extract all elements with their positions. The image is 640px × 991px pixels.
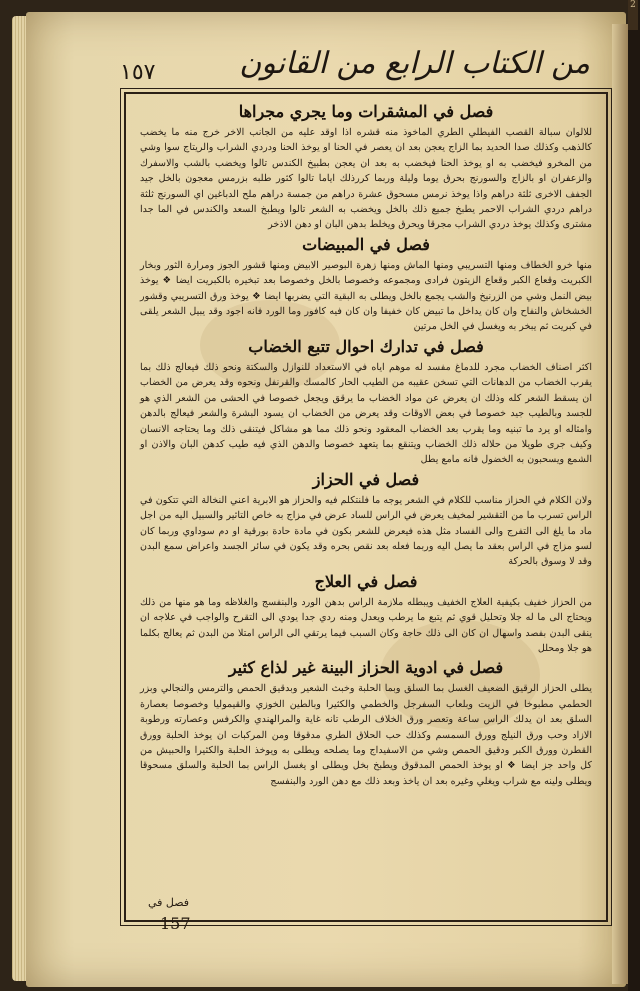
section-remedies: [136, 658, 596, 789]
section-body: من الحزاز خفيف بكيفية العلاج الخفيف ويبطله ملازمة الراس بدهن الورد والبنفسج والغلاظه وما هو منها من ذلك ويحتاج الى ما له جلا وتحليل قوي ثم يتبع ما يرطب ويعدل ومنه ردي جدا يودي الى التقرح والواجب في علاجه ان ينقى البدن بفصد واسهال ان كان الى ذلك حاجة وكان السبب فيما يرتقي الى الراس امتلا من البدن ثم يعالج بكلما هو جلا ومحلل: [140, 596, 592, 654]
section-body: اكثر اصناف الخضاب مجرد للدماغ مفسد له موهم اياه في الاستعداد للنوازل والسكتة ونحو ذلك فيعالج ذلك بما يقرب الخضاب من الدهانات التي تسخن عقيبه من الطيب الحار كالمسك والقرنفل ونحوه وقد يعرض من الخضاب ان يسقط الشعر كله وذلك ان يعرض عن مواد الخضاب ما يرقق ويجعل خصوصا في الحشى من الشعر الذي هو للجسد وبالطيب جيد خصوصا في بعض الاوقات وقد يعرض من الخضاب ان يسود البشرة والشعر فيعالج بالدهن وامثاله او يرد ما تبنيه وما يقرب بعد الخضاب المعقود ونحو ذلك مما هو مشاكل فيتنقى ذلك وما يحتاجه الانسان وكيف جرى طويلا من حلاله ذلك الخضاب ويتنقع بما يتعهد خصوصا والدهن الذي فيه طيب كدهن البان والاذن او الشمع ويسحبون به الخضول فانه مامع يطل: [140, 361, 592, 466]
section-title: فصل في الحزاز: [312, 469, 420, 489]
section-body: للالوان سبالة القصب الفيطلي الطري الماخوذ منه قشره اذا اوقد عليه من الجانب الاخر خرج منه ما يخضب كالذهب وكذلك صدا الحديد بما الزاج يعجن بعد ان يعصر في الحنا او يوخذ الحنا ودردي الشراب والريتاج سوا وشي من المخرو فيخضب به او يوخذ الحنا فيخضب به بعد ان يعجن بطبيخ الكندس تالوا ويخضب بالشب والاسفرك والزعفران او بالزاج والسورنج بحرق يوما وليلة وربما كررذلك اياما تالوا كثور طلبه بزرمس معجون بالخل جيد الجفف الاخرى ثلثة دراهم واذا يوخذ نرمس مسحوق عشرة دراهم من جمسة دراهم ملح الدباغين اي السورنج ثلثة دراهم دردي الشراب الاحمر يطبخ جميع ذلك بالخل ويخضب به الشعر تالوا ويطبخ السعد والكندس في الما جدا مشترى وكذلك يوخذ دردي الشراب مجرقا ويحرق ويخلط بدهن البان او دهن الاذخر: [140, 127, 592, 231]
running-title: من الكتاب الرابع من القانون: [239, 46, 590, 81]
section-treatment: [136, 572, 596, 657]
text-frame: [124, 92, 608, 922]
section-body: منها خرو الخطاف ومنها التسريبي ومنها الماش ومنها زهرة البوصير الابيض ومنها قشور الجوز ومرارة الثور وبخار الكبريت وقعاع الكبر وقعاع الزيتون فرادى ومجموعه وخصوصا بالخل وخصوصا بعد تبخيره بالكبريت ايضا ❖ يوخذ بيض النمل وشي من الزرنيخ والشب يجمع بالخل ويطلى به البقية التي يضربها ايضا ❖ يوخذ ورق التسريبي وقشور الخشخاش والنفاح وان كان يداخل ما تبيض كان خفيفا وان كان فيه كافور وما الورد فانه اجود وقد يبيل الشعر يلقى في كبريت ثم يبخر به ويغسل في الخل مرتين: [140, 259, 592, 333]
margin-tab: 2: [628, 0, 638, 30]
section-title: فصل في تدارك احوال تتبع الخضاب: [248, 336, 484, 356]
section-mushqirat: [136, 102, 596, 233]
section-title: فصل في المشقرات وما يجري مجراها: [238, 102, 494, 121]
text-block: [136, 100, 596, 914]
section-hazaz: [136, 470, 596, 570]
section-title: فصل في العلاج: [314, 571, 418, 591]
dark-margin: [628, 0, 640, 991]
page-header: [120, 40, 610, 96]
section-khidab: [136, 337, 596, 468]
section-title: فصل في المبيضات: [302, 234, 430, 254]
page-number-top: ١٥٧: [120, 60, 156, 85]
section-body: ولان الكلام في الحزاز مناسب للكلام في الشعر يوجه ما فلنتكلم فيه والحزاز هو الابرية اعني النخالة التي تتكون في الراس تسرب ما من التقشير لمخيف يعرض في الراس للساد عرض في مزاج به خاص التاثير والسبيل اليه من اجل ماد ما يلغ الى التفرج والى الفساد مثل هذه فيعرض للشعر بكون في مادة حادة بورقية او دم سوداوي وربما كان لسو مزاج في الراس بعقد ما يصل اليه وربما فعله بعد نقص بحره وقد يكون في سائر الجسد واعراض سمع البدن وقد لا وسوق بالحركة: [140, 494, 592, 568]
section-title: فصل في ادوية الحزاز البينة غير لذاع كثير: [228, 658, 504, 678]
section-body: يطلى الحزاز الرقيق الضعيف الغسل بما السلق وبما الحلبة وخبث الشعير وبدقيق الحمص والترمس والنجالي وبزر الحطمي مطبوخا في الزيت وبلعاب السفرجل والخطمي والكثيرا وبالطين الخوزي والقيموليا وخصوصا بعصارة السلق بعد ان يدلك الراس ساعة وتعصر ورق الخلاف الرطب تانه غاية والمرالهندي والكرفس وعصارته ورطوبة الازاد وحب ورق النيلج وورق السمسم وكذلك حب الحلاق الطري مدقوقا ومن المركبات ان يوخذ الحلبة وورق القطرن وورق الكبر ودقيق الحمص وشي من الاسفيداج وما يصلحه ويطلى به ويوخذ الحلبة والكثيرا والحبيش من كل واحد جز ايضا ❖ او يوخذ الحمص المدقوق ويطبخ بخل ويطلى او يغسل الراس بما الحلبة والسلق مسحوقا ويطلى ولينه مع شراب ويغلي وغيره بعد ان ياخذ وبعد ذلك مع دهن الورد والبنفسج: [140, 683, 592, 787]
section-mubayyidat: [136, 235, 596, 335]
adjacent-page-strip: [612, 24, 628, 984]
page-number-bottom: 157: [160, 914, 191, 933]
catchword: فصل في: [148, 896, 190, 909]
